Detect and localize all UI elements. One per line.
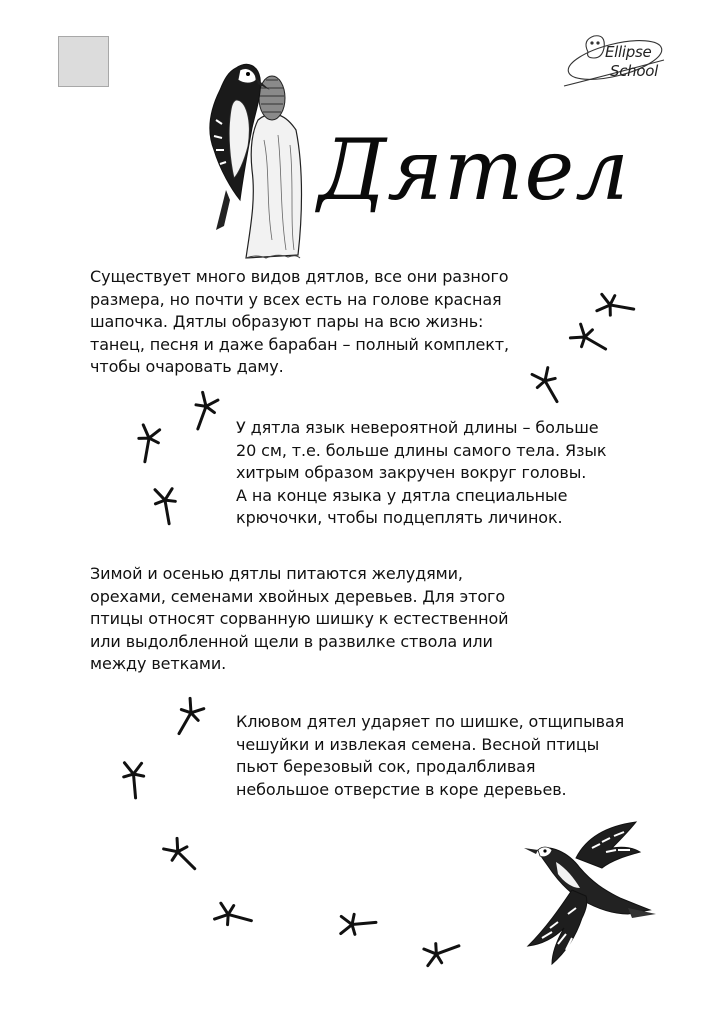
text-line: птицы относят сорванную шишку к естественной <box>90 609 509 628</box>
bird-track-icon <box>120 416 176 472</box>
logo-text-school: School <box>610 62 658 80</box>
text-line: танец, песня и даже барабан – полный комплект, <box>90 334 509 354</box>
bird-track-icon <box>108 754 160 806</box>
paragraph-pecking <box>236 711 676 801</box>
text-line: Существует много видов дятлов, все они разного <box>90 267 509 286</box>
text-line: небольшое отверстие в коре деревьев. <box>236 779 567 799</box>
bird-track-icon <box>332 898 384 950</box>
text-line: или выдолбленной щели в развилке ствола или <box>90 631 493 651</box>
bird-track-icon <box>148 822 216 890</box>
bird-track-icon <box>155 685 221 751</box>
text-line: 20 см, т.е. больше длины самого тела. Язык <box>236 440 607 460</box>
text-line: между ветками. <box>90 654 227 673</box>
bird-track-icon <box>138 478 194 534</box>
paragraph-diet <box>90 563 560 676</box>
paragraph-species <box>90 266 560 379</box>
text-line: пьют березовый сок, продалбливая <box>236 757 536 776</box>
ellipse-school-logo <box>560 30 670 92</box>
bird-track-icon <box>205 887 264 946</box>
bird-track-icon <box>173 381 235 443</box>
text-line: крючочки, чтобы подцеплять личинок. <box>236 508 563 527</box>
page-title: Дятел <box>318 121 630 219</box>
bird-track-icon <box>411 921 473 983</box>
text-line: шапочка. Дятлы образуют пары на всю жизнь: <box>90 312 484 331</box>
text-line: А на конце языка у дятла специальные <box>236 485 568 505</box>
text-line: размера, но почти у всех есть на голове красная <box>90 289 502 309</box>
owl-logo-icon <box>560 30 670 92</box>
text-line: орехами, семенами хвойных деревьев. Для этого <box>90 586 506 606</box>
text-line: Зимой и осенью дятлы питаются желудями, <box>90 564 463 583</box>
logo-text-ellipse: Ellipse <box>605 43 652 61</box>
text-line: хитрым образом закручен вокруг головы. <box>236 463 587 482</box>
text-line: Клювом дятел ударяет по шишке, отщипывая <box>236 712 625 731</box>
text-line: чешуйки и извлекая семена. Весной птицы <box>236 734 600 754</box>
paragraph-tongue <box>236 417 676 530</box>
image-placeholder <box>58 36 109 87</box>
woodpecker-on-trunk-icon <box>186 50 316 262</box>
flying-woodpecker-icon <box>516 818 661 968</box>
text-line: чтобы очаровать даму. <box>90 357 284 376</box>
text-line: У дятла язык невероятной длины – больше <box>236 418 599 437</box>
